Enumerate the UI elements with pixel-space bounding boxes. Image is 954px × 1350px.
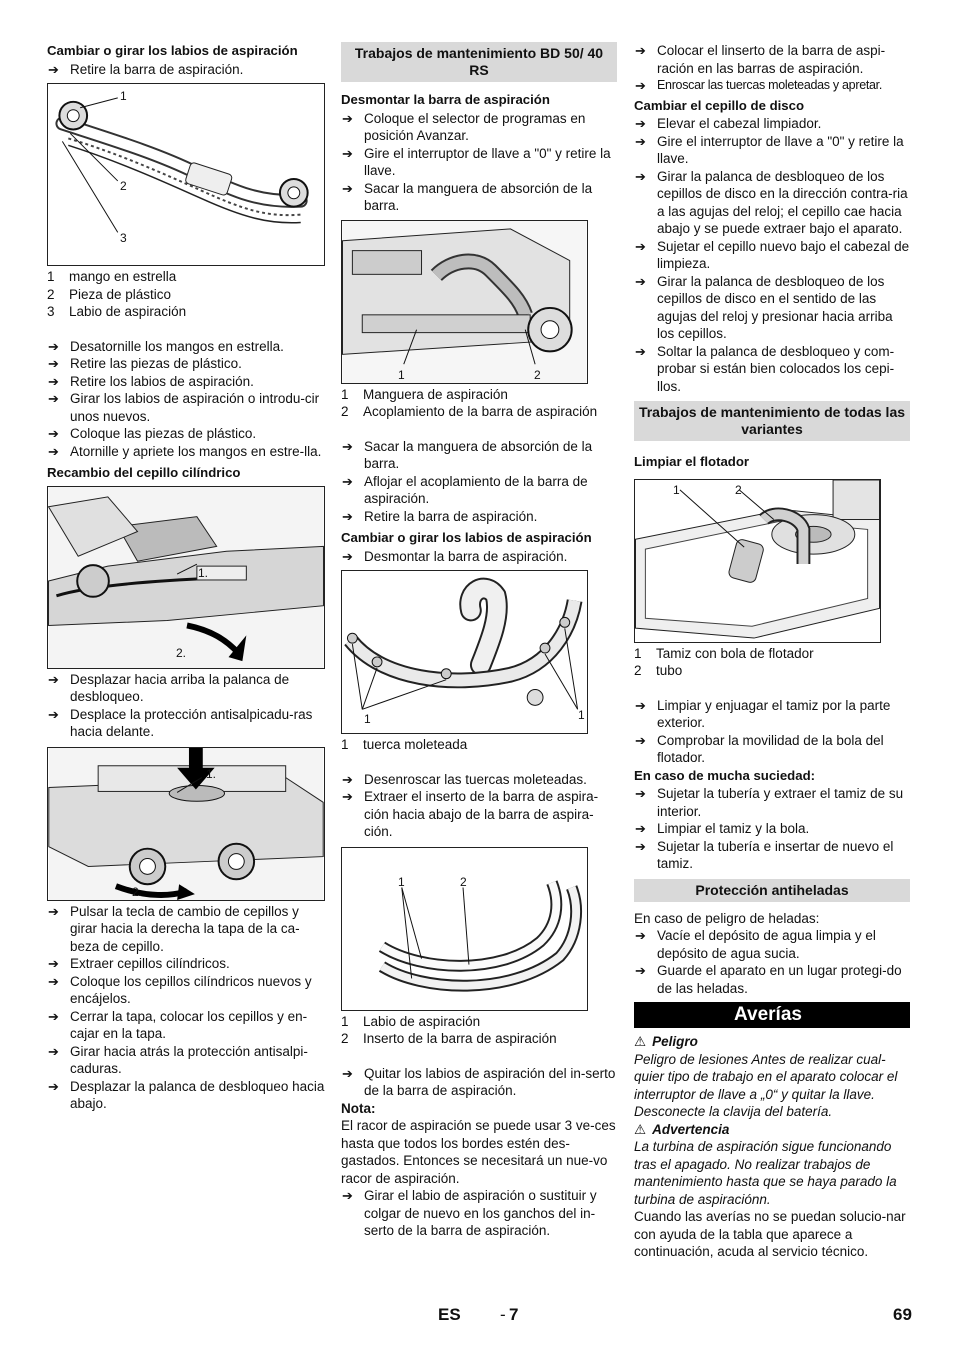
legend-num: 3 xyxy=(47,304,55,319)
step: ➔ Sujetar la tubería y extraer el tamiz de su interior. xyxy=(634,785,910,820)
step: ➔ Vacíe el depósito de agua limpia y el depósito de agua sucia. xyxy=(634,927,910,962)
steps-roller-1 xyxy=(47,671,327,741)
callout-1: 1 xyxy=(120,89,127,103)
step: ➔ Enroscar las tuercas moleteadas y apretar. xyxy=(634,77,910,95)
legend-text: Manguera de aspiración xyxy=(363,386,508,402)
heading-roller-brush: Recambio del cepillo cilíndrico xyxy=(47,465,241,480)
step: ➔ Sacar la manguera de absorción de la barra. xyxy=(341,438,617,473)
callout-2: 2 xyxy=(460,874,467,889)
steps-float xyxy=(634,697,910,767)
legend-text: tuerca moleteada xyxy=(363,737,468,752)
section-bar-bd50: Trabajos de mantenimiento BD 50/ 40 RS xyxy=(341,42,617,82)
legend-num: 2 xyxy=(341,1031,349,1046)
steps-roller-2 xyxy=(47,903,327,1113)
footer-language: ES xyxy=(438,1305,461,1324)
steps-insert xyxy=(634,42,910,95)
legend-lips xyxy=(341,1013,617,1048)
legend-text: Labio de aspiración xyxy=(69,304,187,319)
callout-1: 1 xyxy=(673,482,680,497)
legend-num: 1 xyxy=(634,645,642,661)
step: ➔ Atornille y apriete los mangos en estre-lla. xyxy=(47,443,327,461)
column-middle xyxy=(341,42,617,1240)
section-bar-all-variants: Trabajos de mantenimiento de todas las variantes xyxy=(634,401,910,441)
step: ➔ Pulsar la tecla de cambio de cepillos y girar hacia la derecha la tapa de la ca-beza de cepillo. xyxy=(47,903,327,956)
callout-1: 1 xyxy=(578,708,585,722)
squeegee-illustration xyxy=(48,84,324,265)
callout-1: 1. xyxy=(206,766,217,781)
legend-squeegee xyxy=(47,268,327,321)
danger-label: Peligro xyxy=(652,1034,698,1049)
step: ➔ Retire la barra de aspiración. xyxy=(47,61,327,79)
section-bar-frost: Protección antiheladas xyxy=(634,879,910,902)
step: ➔ Retire la barra de aspiración. xyxy=(341,508,617,526)
callout-1: 1 xyxy=(398,874,405,889)
legend-text: Inserto de la barra de aspiración xyxy=(363,1031,557,1046)
step: ➔ Extraer el inserto de la barra de aspira-ción hacia abajo de la barra de aspira-ción. xyxy=(341,788,617,841)
warning-label: Advertencia xyxy=(652,1121,730,1137)
heading-swap-lips: Cambiar o girar los labios de aspiración xyxy=(47,43,298,58)
legend-float xyxy=(634,645,910,680)
step: ➔ Girar los labios de aspiración o introdu-cir unos nuevos. xyxy=(47,390,327,425)
step: ➔ Colocar el linserto de la barra de aspi-ración en las barras de aspiración. xyxy=(634,42,910,77)
callout-2: 2 xyxy=(120,179,127,193)
step: ➔ Gire el interruptor de llave a "0" y retire la llave. xyxy=(341,145,617,180)
legend-num: 1 xyxy=(341,1013,349,1029)
brush-head-illustration xyxy=(48,487,324,668)
legend-text: tubo xyxy=(656,663,683,678)
figure-hose xyxy=(341,220,588,384)
float-illustration xyxy=(635,480,880,642)
step: ➔ Desplazar la palanca de desbloqueo hacia abajo. xyxy=(47,1078,327,1113)
figure-float xyxy=(634,479,881,643)
heading-float: Limpiar el flotador xyxy=(634,454,750,469)
callout-3: 3 xyxy=(120,231,127,245)
step: ➔ Aflojar el acoplamiento de la barra de aspiración. xyxy=(341,473,617,508)
step: ➔ Comprobar la movilidad de la bola del flotador. xyxy=(634,732,910,767)
step: ➔ Desmontar la barra de aspiración. xyxy=(341,548,617,566)
step: ➔ Sujetar la tubería e insertar de nuevo el tamiz. xyxy=(634,838,910,873)
step: ➔ Retire los labios de aspiración. xyxy=(47,373,327,391)
figure-roller-cover xyxy=(47,747,325,901)
step: ➔ Cerrar la tapa, colocar los cepillos y en-cajar en la tapa. xyxy=(47,1008,327,1043)
figure-roller-lever xyxy=(47,486,325,669)
step: ➔ Elevar el cabezal limpiador. xyxy=(634,115,910,133)
legend-text: Pieza de plástico xyxy=(69,286,172,302)
steps-remove-bar xyxy=(341,110,617,215)
step: ➔ Limpiar el tamiz y la bola. xyxy=(634,820,910,838)
squeegee-bar-illustration xyxy=(342,571,587,733)
warning-triangle-icon: ⚠ xyxy=(634,1034,647,1049)
step: ➔ Limpiar y enjuagar el tamiz por la parte exterior. xyxy=(634,697,910,732)
legend-text: Acoplamiento de la barra de aspiración xyxy=(363,404,598,419)
warning-text: La turbina de aspiración sigue funcionando tras el apagado. No realizar trabajos de mantenimiento hasta que se haya parado la turbina de aspiraciónn. xyxy=(634,1139,897,1207)
figure-knurled-nut xyxy=(341,570,588,734)
warning-heading xyxy=(634,1121,910,1139)
callout-2: 2. xyxy=(132,884,143,899)
steps-swap-lips xyxy=(47,338,327,461)
steps-disc-brush xyxy=(634,115,910,395)
step: ➔ Coloque los cepillos cilíndricos nuevos y encájelos. xyxy=(47,973,327,1008)
page-footer xyxy=(0,1306,954,1330)
brush-cover-illustration xyxy=(48,748,324,900)
callout-2: 2. xyxy=(176,645,187,660)
legend-num: 1 xyxy=(341,737,349,752)
step: ➔ Girar hacia atrás la protección antisalpi-caduras. xyxy=(47,1043,327,1078)
figure-lips xyxy=(341,847,588,1011)
step: ➔ Extraer cepillos cilíndricos. xyxy=(47,955,327,973)
step: ➔ Gire el interruptor de llave a "0" y retire la llave. xyxy=(634,133,910,168)
heading-disc-brush: Cambiar el cepillo de disco xyxy=(634,97,805,113)
callout-2: 2 xyxy=(735,482,742,497)
legend-nut xyxy=(341,736,617,754)
step: ➔ Retire las piezas de plástico. xyxy=(47,355,327,373)
heading-heavy-dirt: En caso de mucha suciedad: xyxy=(634,767,816,783)
legend-num: 1 xyxy=(47,269,55,284)
hose-illustration xyxy=(342,221,587,383)
figure-squeegee xyxy=(47,83,325,266)
legend-num: 2 xyxy=(47,286,55,302)
steps-frost xyxy=(634,927,910,997)
column-left xyxy=(47,42,327,1113)
step: ➔ Coloque el selector de programas en posición Avanzar. xyxy=(341,110,617,145)
note-text: El racor de aspiración se puede usar 3 ve-ces hasta que todos los bordes estén des-gastados. Entonces se necesitará un nue-vo racor de aspiración. xyxy=(341,1118,616,1186)
callout-1: 1. xyxy=(198,565,209,580)
frost-intro: En caso de peligro de heladas: xyxy=(634,910,820,926)
closing-text: Cuando las averías no se puedan solucio-nar con ayuda de la tabla que aparece a continuación, acuda al servicio técnico. xyxy=(634,1209,906,1259)
callout-1: 1 xyxy=(364,712,371,726)
steps-hose xyxy=(341,438,617,526)
column-right xyxy=(634,42,910,1261)
danger-heading xyxy=(634,1033,910,1051)
step: ➔ Girar el labio de aspiración o sustituir y colgar de nuevo en los ganchos del in-serto de la barra de aspiración. xyxy=(341,1187,617,1240)
note-label: Nota: xyxy=(341,1100,376,1116)
step: ➔ Desatornille los mangos en estrella. xyxy=(47,338,327,356)
step: ➔ Guarde el aparato en un lugar protegi-do de las heladas. xyxy=(634,962,910,997)
step: ➔ Girar la palanca de desbloqueo de los cepillos de disco en el sentido de las agujas del reloj y presionar hacia arriba los cepillos. xyxy=(634,273,910,343)
lips-illustration xyxy=(342,848,587,1010)
heading-remove-bar: Desmontar la barra de aspiración xyxy=(341,92,550,107)
heading-swap-lips-2: Cambiar o girar los labios de aspiración xyxy=(341,530,592,545)
legend-text: Labio de aspiración xyxy=(363,1013,481,1029)
step: ➔ Coloque las piezas de plástico. xyxy=(47,425,327,443)
legend-text: mango en estrella xyxy=(69,269,177,284)
steps-nut xyxy=(341,771,617,841)
danger-text: Peligro de lesiones Antes de realizar cual-quier tipo de trabajo en el aparato colocar el interruptor de llave a „0“ y quitar la llave. Desconecte la clavija del batería. xyxy=(634,1051,898,1119)
warning-triangle-icon: ⚠ xyxy=(634,1121,647,1137)
footer-dash: - xyxy=(500,1305,506,1324)
legend-hose xyxy=(341,386,617,421)
footer-page-number: 69 xyxy=(893,1305,912,1324)
step: ➔ Girar la palanca de desbloqueo de los cepillos de disco en la dirección contra-ria a las agujas del reloj; el cepillo cae hacia abajo y se puede extraer bajo el aparato. xyxy=(634,168,910,238)
step: ➔ Sacar la manguera de absorción de la barra. xyxy=(341,180,617,215)
legend-num: 1 xyxy=(341,386,349,402)
legend-num: 2 xyxy=(634,663,642,678)
section-title-faults: Averías xyxy=(634,1002,910,1028)
callout-2: 2 xyxy=(534,367,541,382)
steps-heavy-dirt xyxy=(634,785,910,873)
step: ➔ Desenroscar las tuercas moleteadas. xyxy=(341,771,617,789)
step: ➔ Quitar los labios de aspiración del in-serto de la barra de aspiración. xyxy=(341,1065,617,1100)
footer-local-page: 7 xyxy=(509,1305,519,1324)
step: ➔ Desplazar hacia arriba la palanca de desbloqueo. xyxy=(47,671,327,706)
callout-1: 1 xyxy=(398,367,405,382)
step: ➔ Sujetar el cepillo nuevo bajo el cabezal de limpieza. xyxy=(634,238,910,273)
legend-num: 2 xyxy=(341,404,349,419)
step: ➔ Desplace la protección antisalpicadu-ras hacia delante. xyxy=(47,706,327,741)
legend-text: Tamiz con bola de flotador xyxy=(656,645,814,661)
step: ➔ Soltar la palanca de desbloqueo y com-probar si están bien colocados los cepi-llos. xyxy=(634,343,910,396)
